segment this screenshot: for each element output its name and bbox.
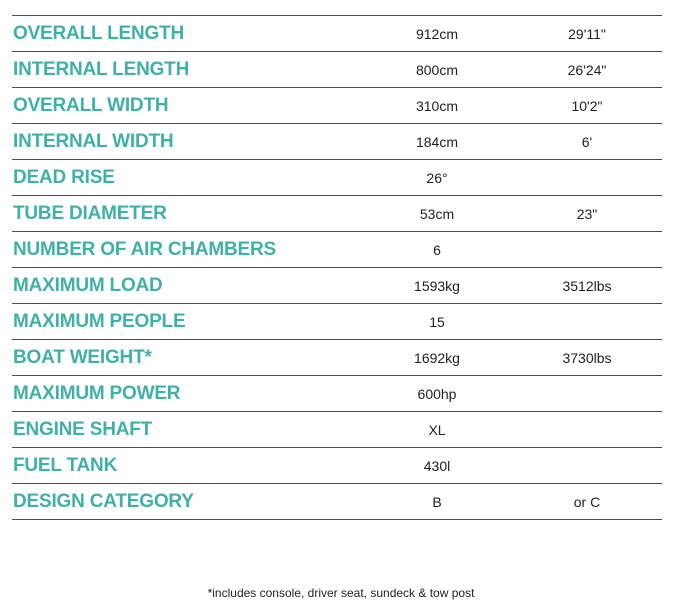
spec-metric-value: XL: [428, 421, 446, 438]
spec-metric-value: 1692kg: [414, 349, 460, 366]
spec-label: DEAD RISE: [13, 166, 115, 188]
spec-label: TUBE DIAMETER: [13, 202, 167, 224]
spec-metric-value: 1593kg: [414, 277, 460, 294]
spec-label: INTERNAL WIDTH: [13, 130, 174, 152]
spec-row: [12, 448, 662, 484]
spec-label: MAXIMUM PEOPLE: [13, 310, 186, 332]
spec-label: DESIGN CATEGORY: [13, 490, 194, 512]
spec-metric-value: 800cm: [415, 61, 459, 78]
spec-label: FUEL TANK: [13, 454, 118, 476]
spec-row: [12, 484, 662, 520]
spec-row: [12, 88, 662, 124]
spec-metric-value: 310cm: [415, 97, 459, 114]
spec-imperial-value: or C: [573, 493, 601, 510]
spec-label: BOAT WEIGHT*: [13, 346, 152, 368]
spec-metric-value: 184cm: [415, 133, 459, 150]
spec-imperial-value: 26'24": [567, 61, 607, 78]
spec-metric-value: 53cm: [419, 205, 455, 222]
spec-row: [12, 124, 662, 160]
spec-label: MAXIMUM LOAD: [13, 274, 163, 296]
spec-metric-value: 600hp: [417, 385, 457, 402]
spec-row: [12, 268, 662, 304]
spec-imperial-value: 10'2": [571, 97, 603, 114]
spec-label: INTERNAL LENGTH: [13, 58, 190, 80]
spec-metric-value: B: [432, 493, 442, 510]
spec-row: [12, 412, 662, 448]
spec-metric-value: 6: [433, 241, 441, 258]
spec-imperial-value: 3512lbs: [562, 277, 612, 294]
spec-label: NUMBER OF AIR CHAMBERS: [13, 238, 277, 260]
spec-metric-value: 26°: [426, 169, 448, 186]
spec-imperial-value: 23": [576, 205, 598, 222]
spec-metric-value: 15: [429, 313, 445, 330]
spec-label: ENGINE SHAFT: [13, 418, 153, 440]
spec-label: MAXIMUM POWER: [13, 382, 181, 404]
spec-row: [12, 304, 662, 340]
spec-row: [12, 376, 662, 412]
spec-metric-value: 912cm: [415, 25, 459, 42]
spec-imperial-value: 3730lbs: [562, 349, 612, 366]
spec-row: [12, 16, 662, 52]
spec-row: [12, 52, 662, 88]
spec-row: [12, 232, 662, 268]
spec-row: [12, 196, 662, 232]
spec-table: [12, 15, 662, 520]
spec-imperial-value: 29'11": [568, 25, 606, 42]
spec-row: [12, 160, 662, 196]
spec-metric-value: 430l: [423, 457, 451, 474]
footnote: *includes console, driver seat, sundeck & tow post: [207, 586, 475, 600]
spec-label: OVERALL WIDTH: [13, 94, 169, 116]
spec-label: OVERALL LENGTH: [13, 22, 185, 44]
spec-row: [12, 340, 662, 376]
spec-imperial-value: 6': [581, 133, 593, 150]
